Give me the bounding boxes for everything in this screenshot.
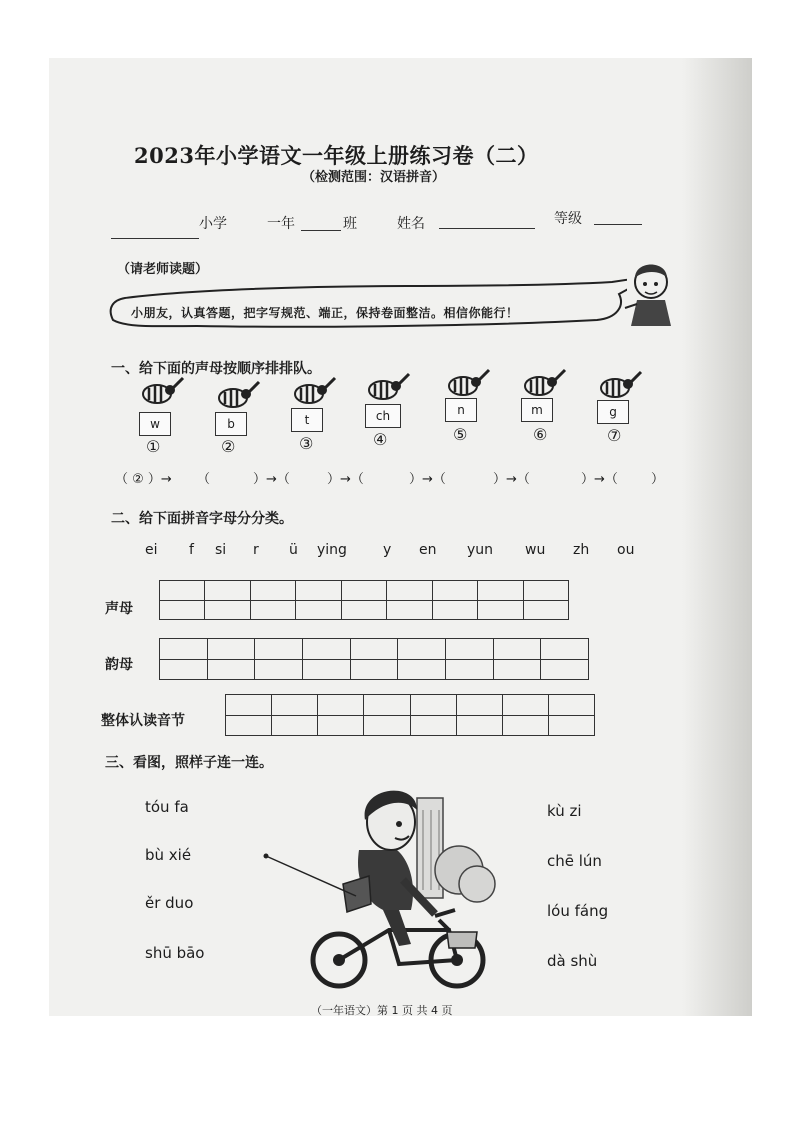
pinyin-item: r — [253, 542, 259, 558]
letter-card: ch — [365, 404, 401, 428]
pinyin-item: ying — [317, 542, 347, 558]
pinyin-item: ei — [145, 542, 158, 558]
order-number: ② — [221, 437, 236, 456]
letter-card: b — [215, 412, 247, 436]
pinyin-item: zh — [573, 542, 590, 558]
letter-card: m — [521, 398, 553, 422]
pinyin-item: wu — [525, 542, 546, 558]
q3-title: 三、看图，照样子连一连。 — [105, 755, 273, 771]
right-word[interactable]: chē lún — [547, 852, 602, 870]
school-label: 小学 — [199, 216, 227, 232]
answer-slot[interactable]: ）→（ — [409, 472, 446, 487]
left-word[interactable]: bù xié — [145, 846, 192, 864]
order-number: ① — [146, 437, 161, 456]
right-word[interactable]: dà shù — [547, 952, 598, 970]
page-title: 2023年小学语文一年级上册练习卷（二） — [134, 143, 539, 168]
banner-text: 小朋友，认真答题，把字写规范、端正，保持卷面整洁。相信你能行！ — [131, 306, 519, 320]
answer-slot[interactable]: ）→（ — [493, 472, 530, 487]
pinyin-item: en — [419, 542, 437, 558]
pinyin-item: ou — [617, 542, 635, 558]
right-word[interactable]: kù zi — [547, 802, 582, 820]
order-number: ④ — [373, 430, 388, 449]
letter-card: g — [597, 400, 629, 424]
whole-syllable-label: 整体认读音节 — [101, 713, 185, 729]
letter-card: t — [291, 408, 323, 432]
name-label: 姓名 — [397, 216, 425, 232]
pinyin-item: yun — [467, 542, 494, 558]
answer-slot[interactable]: ） — [651, 472, 665, 487]
left-word[interactable]: ěr duo — [145, 894, 194, 912]
q1-title: 一、给下面的声母按顺序排排队。 — [111, 361, 321, 377]
scope-subtitle: （检测范围：汉语拼音） — [302, 170, 446, 185]
right-word[interactable]: lóu fáng — [547, 902, 609, 920]
pinyin-item: ü — [289, 542, 298, 558]
order-number: ⑥ — [533, 425, 548, 444]
teacher-read-note: （请老师读题） — [117, 262, 209, 277]
initials-label: 声母 — [105, 601, 133, 617]
grade-label: 一年 — [267, 216, 295, 232]
pinyin-item: si — [215, 542, 227, 558]
letter-card: w — [139, 412, 171, 436]
pinyin-item: y — [383, 542, 392, 558]
order-number: ③ — [299, 434, 314, 453]
order-number: ⑦ — [607, 426, 622, 445]
answer-slot[interactable]: （ — [197, 472, 211, 487]
page-footer: （一年语文）第 1 页 共 4 页 — [311, 1004, 453, 1016]
letter-card: n — [445, 398, 477, 422]
q2-title: 二、给下面拼音字母分分类。 — [111, 511, 293, 527]
finals-label: 韵母 — [105, 657, 133, 673]
answer-slot[interactable]: （ ② ）→ — [115, 472, 172, 487]
left-word[interactable]: tóu fa — [145, 798, 189, 816]
left-word[interactable]: shū bāo — [145, 944, 205, 962]
pinyin-item: f — [189, 542, 194, 558]
answer-slot[interactable]: ）→（ — [253, 472, 290, 487]
answer-slot[interactable]: ）→（ — [581, 472, 618, 487]
level-label: 等级 — [554, 211, 582, 227]
class-label: 班 — [343, 216, 357, 232]
order-number: ⑤ — [453, 425, 468, 444]
answer-slot[interactable]: ）→（ — [327, 472, 364, 487]
